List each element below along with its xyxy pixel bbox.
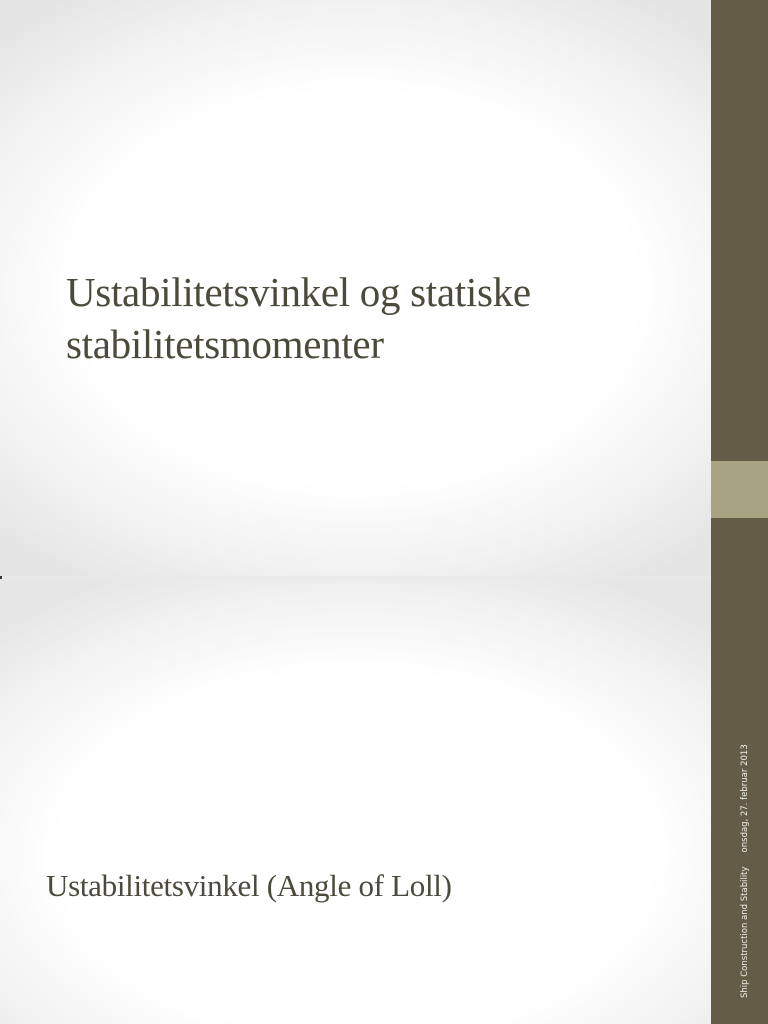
- sidebar-accent-block: [711, 461, 768, 518]
- slide-1-title: Ustabilitetsvinkel og statiske stabilitetsmomenter: [66, 269, 531, 367]
- slide-edge-mark: [0, 576, 2, 579]
- sidebar: [711, 0, 768, 1024]
- sidebar-date: onsdag, 27. februar 2013: [740, 744, 750, 853]
- slide-2-title: Ustabilitetsvinkel (Angle of Loll): [46, 868, 452, 903]
- slide-divider: [0, 576, 711, 582]
- sidebar-course-name: Ship Construction and Stability: [740, 866, 750, 998]
- sidebar-footer: [740, 744, 750, 998]
- slide-2: [0, 576, 711, 1024]
